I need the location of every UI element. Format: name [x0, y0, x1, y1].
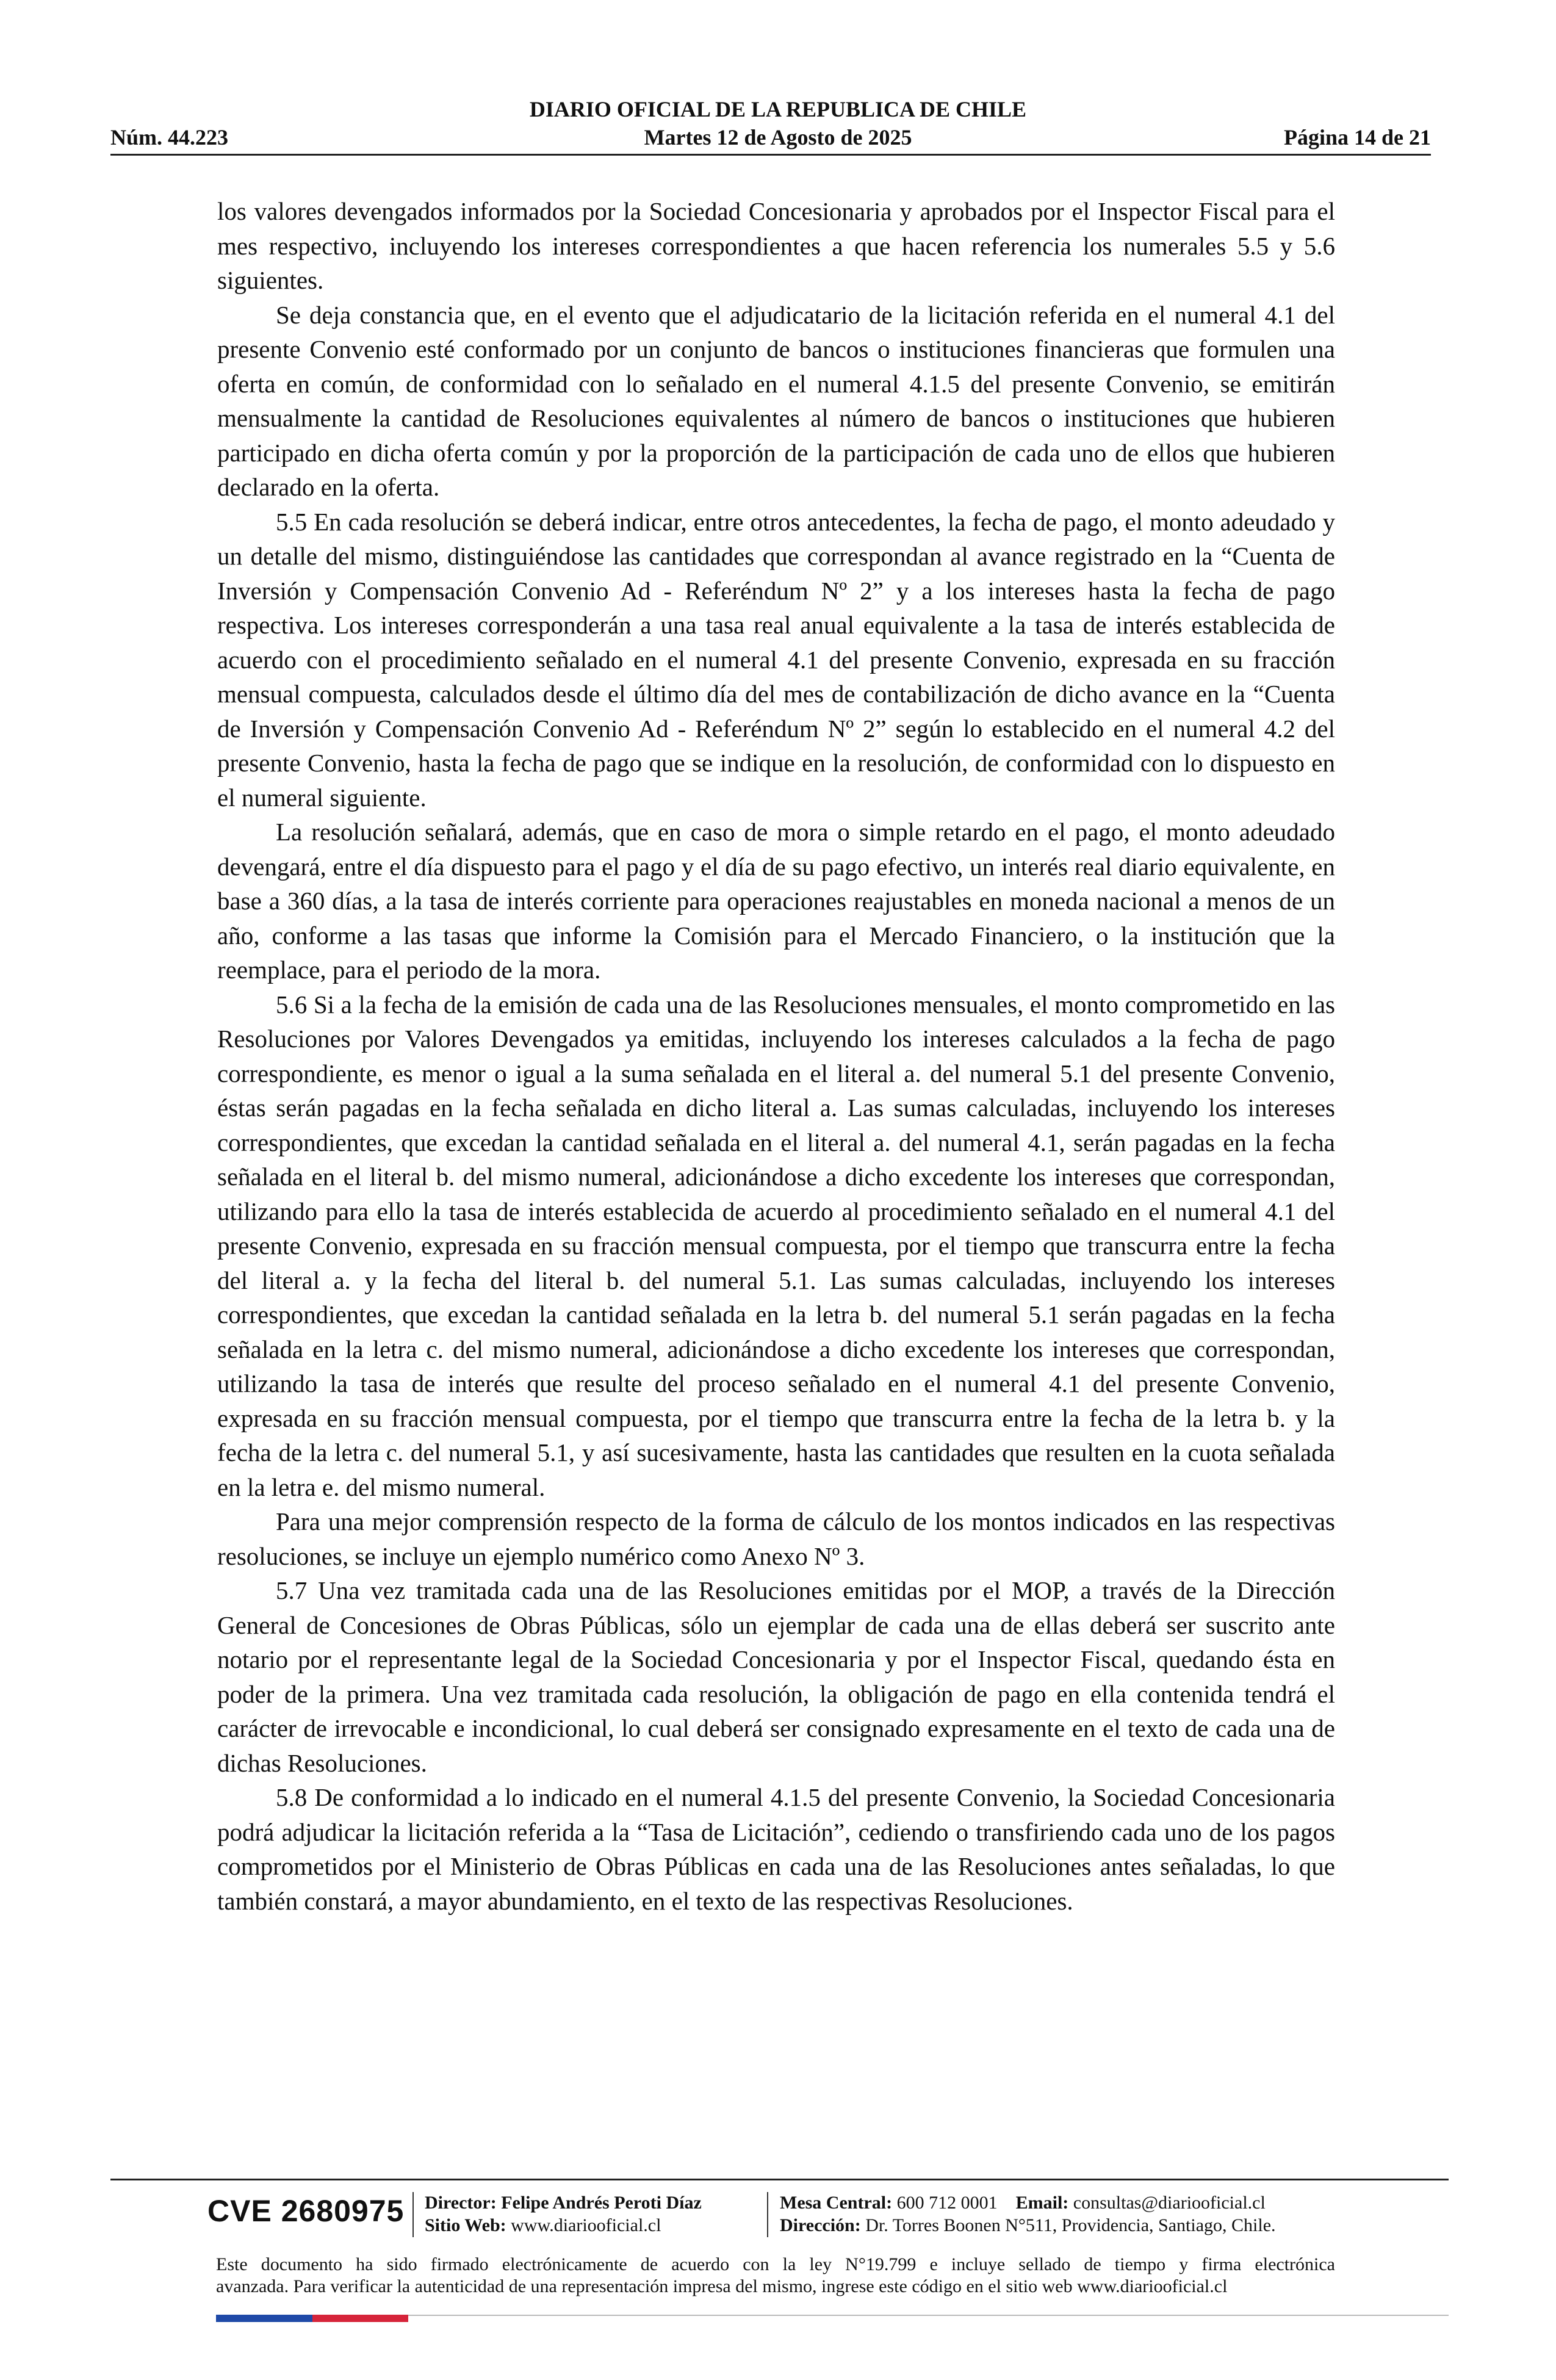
paragraph: 5.8 De conformidad a lo indicado en el numeral 4.1.5 del presente Convenio, la Sociedad Concesionaria podrá adjudicar la licitación referida a la “Tasa de Licitación”, cediendo o transfiriendo cada uno de los pagos comprometidos por el Ministerio de Obras Públicas en cada una de las Resoluciones antes señaladas, lo que también constará, a mayor abundamiento, en el texto de las respectivas Resoluciones. — [217, 1783, 1335, 1915]
footer-divider — [110, 2179, 1449, 2180]
newspaper-title: DIARIO OFICIAL DE LA REPUBLICA DE CHILE — [529, 97, 1027, 121]
flag-red-band — [312, 2315, 408, 2322]
director-label: Director: — [425, 2193, 497, 2213]
issue-date: Martes 12 de Agosto de 2025 — [644, 125, 912, 150]
legal-line: avanzada. Para verificar la autenticidad de una representación impresa del mismo, ingrese este código en el sitio web www.diariooficial.cl — [216, 2276, 1228, 2296]
flag-blue-band — [216, 2315, 312, 2322]
paragraph: 5.6 Si a la fecha de la emisión de cada una de las Resoluciones mensuales, el monto comprometido en las Resoluciones por Valores Devengados ya emitidas, incluyendo los intereses calculados a la fecha de pago correspondiente, es menor o igual a la suma señalada en el literal a. del numeral 5.1 del presente Convenio, éstas serán pagadas en la fecha señalada en dicho literal a. Las sumas calculadas, incluyendo los intereses correspondientes, que excedan la cantidad señalada en el literal a. del numeral 4.1, serán pagadas en la fecha señalada en el literal b. del mismo numeral, adicionándose a dicho excedente los intereses que correspondan, utilizando para ello la tasa de interés establecida de acuerdo al procedimiento señalado en el numeral 4.1 del presente Convenio, expresada en su fracción mensual compuesta, por el tiempo que transcurra entre la fecha del literal a. y la fecha del literal b. del numeral 5.1. Las sumas calculadas, incluyendo los intereses correspondientes, que excedan la cantidad señalada en la letra b. del numeral 5.1 serán pagadas en la fecha señalada en la letra c. del mismo numeral, adicionándose a dicho excedente los intereses que correspondan, utilizando la tasa de interés que resulte del proceso señalado en el numeral 4.1 del presente Convenio, expresada en su fracción mensual compuesta, por el tiempo que transcurra entre la fecha de la letra b. y la fecha de la letra c. del numeral 5.1, y así sucesivamente, hasta las cantidades que resulten en la cuota señalada en la letra e. del mismo numeral. — [217, 990, 1335, 1501]
document-body — [217, 194, 1335, 1918]
mesa-label: Mesa Central: — [780, 2193, 893, 2213]
director-name: Felipe Andrés Peroti Díaz — [501, 2193, 702, 2213]
paragraph: Para una mejor comprensión respecto de la forma de cálculo de los montos indicados en las respectivas resoluciones, se incluye un ejemplo numérico como Anexo Nº 3. — [217, 1507, 1335, 1570]
flag-stripe — [216, 2315, 408, 2322]
cve-code: CVE 2680975 — [207, 2194, 405, 2228]
paragraph: La resolución señalará, además, que en caso de mora o simple retardo en el pago, el monto adeudado devengará, entre el día dispuesto para el pago y el día de su pago efectivo, un interés real diario equivalente, en base a 360 días, a la tasa de interés corriente para operaciones reajustables en moneda nacional a menos de un año, conforme a las tasas que informe la Comisión para el Mercado Financiero, o la institución que la reemplace, para el periodo de la mora. — [217, 818, 1335, 984]
mesa-phone: 600 712 0001 — [896, 2193, 998, 2213]
legal-notice — [216, 2254, 1335, 2298]
footer-contact-block — [780, 2191, 1276, 2237]
footer-separator — [412, 2192, 414, 2237]
site-label: Sitio Web: — [425, 2215, 506, 2235]
paragraph: 5.5 En cada resolución se deberá indicar, entre otros antecedentes, la fecha de pago, el monto adeudado y un detalle del mismo, distinguiéndose las cantidades que correspondan al avance registrado en la “Cuenta de Inversión y Compensación Convenio Ad - Referéndum Nº 2” y a los intereses hasta la fecha de pago respectiva. Los intereses corresponderán a una tasa real anual equivalente a la tasa de interés establecida de acuerdo con el procedimiento señalado en el numeral 4.1 del presente Convenio, expresada en su fracción mensual compuesta, calculados desde el último día del mes de contabilización de dicho avance en la “Cuenta de Inversión y Compensación Convenio Ad - Referéndum Nº 2” según lo establecido en el numeral 4.2 del presente Convenio, hasta la fecha de pago que se indique en la resolución, de conformidad con lo dispuesto en el numeral siguiente. — [217, 507, 1335, 812]
paragraph: Se deja constancia que, en el evento que el adjudicatario de la licitación referida en el numeral 4.1 del presente Convenio esté conformado por un conjunto de bancos o instituciones financieras que formulen una oferta en común, de conformidad con lo señalado en el numeral 4.1.5 del presente Convenio, se emitirán mensualmente la cantidad de Resoluciones equivalentes al número de bancos o instituciones que hubieren participado en dicha oferta común y por la proporción de la participación de cada uno de ellos que hubieren declarado en la oferta. — [217, 300, 1335, 501]
address-label: Dirección: — [780, 2215, 861, 2235]
email-label: Email: — [1015, 2193, 1069, 2213]
header-divider — [110, 154, 1431, 156]
legal-line: Este documento ha sido firmado electrónicamente de acuerdo con la ley N°19.799 e incluye sellado de tiempo y firma electrónica — [216, 2254, 1335, 2274]
address-value: Dr. Torres Boonen N°511, Providencia, Santiago, Chile. — [865, 2215, 1276, 2235]
site-link[interactable]: www.diariooficial.cl — [511, 2215, 661, 2235]
footer-director-block — [425, 2191, 702, 2237]
paragraph: 5.7 Una vez tramitada cada una de las Resoluciones emitidas por el MOP, a través de la Dirección General de Concesiones de Obras Públicas, sólo un ejemplar de cada una de ellas deberá ser suscrito ante notario por el representante legal de la Sociedad Concesionaria y por el Inspector Fiscal, quedando ésta en poder de la primera. Una vez tramitada cada resolución, la obligación de pago en ella contenida tendrá el carácter de irrevocable e incondicional, lo cual deberá ser consignado expresamente en el texto de cada una de dichas Resoluciones. — [217, 1576, 1335, 1777]
issue-number: Núm. 44.223 — [110, 125, 229, 150]
page-number: Página 14 de 21 — [1283, 125, 1431, 150]
footer-separator — [767, 2192, 768, 2237]
paragraph: los valores devengados informados por la Sociedad Concesionaria y aprobados por el Inspector Fiscal para el mes respectivo, incluyendo los intereses correspondientes a que hacen referencia los numerales 5.5 y 5.6 siguientes. — [217, 197, 1335, 294]
email-link[interactable]: consultas@diariooficial.cl — [1073, 2193, 1266, 2213]
